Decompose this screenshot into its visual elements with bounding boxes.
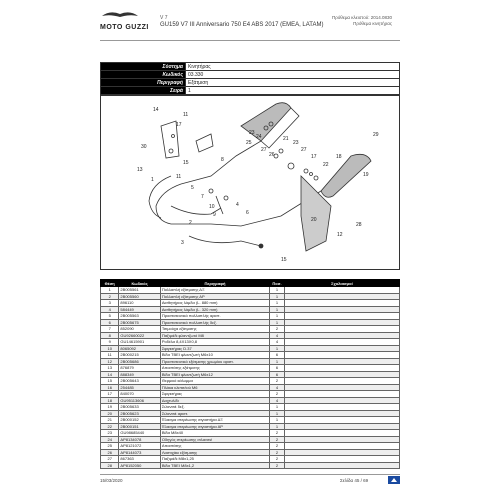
- callout-label: 11: [183, 112, 189, 118]
- info-label: Σύστημα: [101, 63, 186, 71]
- cell-pos: 16: [101, 384, 119, 391]
- info-row: [101, 87, 400, 95]
- callout-label: 19: [363, 172, 369, 178]
- info-label: Σειρά: [101, 87, 186, 95]
- cell-code: 852090: [119, 326, 160, 333]
- col-header-code: Κωδικός: [119, 280, 160, 287]
- cell-qty: 1: [270, 417, 285, 424]
- callout-label: 29: [373, 132, 379, 138]
- cell-desc: Αισθητήρας λάμδα (L. 320 mm): [160, 306, 269, 313]
- exploded-parts-diagram: [100, 95, 400, 270]
- callout-label: 27: [301, 147, 307, 153]
- cell-code: 2B005686: [119, 358, 160, 365]
- cell-pos: 4: [101, 306, 119, 313]
- exhaust-diagram-drawing: [101, 96, 399, 269]
- callout-label: 23: [293, 140, 299, 146]
- callout-label: 28: [356, 222, 362, 228]
- cell-desc: Βίδα TBEI M8x1,2: [160, 462, 269, 469]
- cell-qty: 2: [270, 378, 285, 385]
- moto-guzzi-eagle-logo: [100, 8, 140, 22]
- cell-code: 876879: [119, 365, 160, 372]
- cell-code: GU95113606: [119, 397, 160, 404]
- info-value: Εξάτμιση: [186, 79, 400, 87]
- cell-code: 867363: [119, 456, 160, 463]
- cell-desc: Θερμικό κάλυμμα: [160, 378, 269, 385]
- catalog-info: [332, 15, 392, 27]
- cell-desc: Αισθητήρας λάμδα (L. 880 mm): [160, 300, 269, 307]
- cell-desc: Πολλαπλή εξάτμισης ΑΡ: [160, 293, 269, 300]
- cell-qty: 2: [270, 456, 285, 463]
- callout-label: 11: [176, 174, 182, 180]
- cell-qty: 1: [270, 306, 285, 313]
- cell-qty: 1: [270, 423, 285, 430]
- col-header-desc: Περιγραφή: [160, 280, 269, 287]
- callout-label: 3: [181, 240, 184, 246]
- callout-label: 17: [176, 122, 182, 128]
- model-code: V 7: [160, 15, 168, 21]
- cell-code: 888349: [119, 371, 160, 378]
- cell-pos: 24: [101, 436, 119, 443]
- callout-label: 30: [141, 144, 147, 150]
- cell-qty: 1: [270, 404, 285, 411]
- info-value: 1: [186, 87, 400, 95]
- cell-desc: Προστατευτικό εξάτμισης χρωμίου αριστ.: [160, 358, 269, 365]
- callout-label: 9: [213, 212, 216, 218]
- piaggio-logo-icon: [388, 476, 400, 484]
- cell-code: GU92660022: [119, 332, 160, 339]
- footer-page-number: Σελίδα 45 / 69: [340, 478, 369, 483]
- cell-code: AP8121072: [119, 443, 160, 450]
- cell-qty: 4: [270, 332, 285, 339]
- cell-pos: 20: [101, 410, 119, 417]
- cell-desc: Παξιμάδι φλαντζωτό M8: [160, 332, 269, 339]
- cell-code: 2B000151: [119, 423, 160, 430]
- cell-pos: 1: [101, 287, 119, 294]
- footer-date: 15/03/2020: [100, 478, 123, 483]
- callout-label: 1: [151, 177, 154, 183]
- cell-pos: 17: [101, 391, 119, 398]
- cell-pos: 25: [101, 443, 119, 450]
- cell-pos: 22: [101, 423, 119, 430]
- cell-qty: 2: [270, 436, 285, 443]
- cell-qty: 1: [270, 410, 285, 417]
- cell-pos: 27: [101, 456, 119, 463]
- callout-label: 2: [189, 220, 192, 226]
- cell-qty: 4: [270, 384, 285, 391]
- callout-label: 25: [246, 140, 252, 146]
- callout-label: 24: [256, 134, 262, 140]
- cell-pos: 12: [101, 358, 119, 365]
- callout-label: 18: [336, 154, 342, 160]
- cell-pos: 2: [101, 293, 119, 300]
- callout-label: 27: [261, 147, 267, 153]
- cell-qty: 1: [270, 313, 285, 320]
- cell-code: GU14615901: [119, 339, 160, 346]
- col-header-notes: Σχολιασμοί: [284, 280, 399, 287]
- cell-desc: Προστατευτικό πολλαπλής αριστ.: [160, 313, 269, 320]
- cell-desc: Δαχτυλίδι: [160, 397, 269, 404]
- cell-pos: 14: [101, 371, 119, 378]
- cell-code: 896110: [119, 300, 160, 307]
- page-header: [0, 0, 500, 45]
- cell-pos: 8: [101, 332, 119, 339]
- cell-code: 2B000152: [119, 417, 160, 424]
- info-value: 03.330: [186, 71, 400, 79]
- parts-table: [100, 279, 400, 469]
- cell-code: 840070: [119, 391, 160, 398]
- cell-pos: 18: [101, 397, 119, 404]
- parts-table-body: [101, 287, 400, 469]
- cell-desc: Σιλανσιέ αριστ.: [160, 410, 269, 417]
- callout-label: 20: [311, 217, 317, 223]
- cell-desc: Σφιγκτήρας: [160, 391, 269, 398]
- callout-label: 23: [249, 130, 255, 136]
- catalog-label: Πρόθεμα κλειστού: 2014.0830: [332, 15, 392, 20]
- cell-desc: Πολλαπλή εξάτμισης ΔΞ: [160, 287, 269, 294]
- cell-qty: 1: [270, 345, 285, 352]
- cell-desc: Προστατευτικό πολλαπλής δεξ.: [160, 319, 269, 326]
- model-name: GU159 V7 III Anniversario 750 E4 ABS 2017 (EMEA, LATAM): [160, 22, 324, 28]
- callout-label: 15: [183, 160, 189, 166]
- cell-desc: Λαστιχάκι εξάτμισης: [160, 449, 269, 456]
- cell-pos: 26: [101, 449, 119, 456]
- callout-label: 22: [323, 162, 329, 168]
- col-header-pos: Θέση: [101, 280, 119, 287]
- cell-pos: 21: [101, 417, 119, 424]
- cell-pos: 15: [101, 378, 119, 385]
- callout-label: 12: [337, 232, 343, 238]
- cell-code: 584449: [119, 306, 160, 313]
- cell-qty: 4: [270, 339, 285, 346]
- cell-qty: 1: [270, 287, 285, 294]
- callout-label: 21: [283, 136, 289, 142]
- cell-pos: 10: [101, 345, 119, 352]
- info-value: Κινητήρας: [186, 63, 400, 71]
- cell-code: 2B005563: [119, 313, 160, 320]
- callout-label: 14: [153, 107, 159, 113]
- cell-desc: Ροδέλα 8,4X13X0,8: [160, 339, 269, 346]
- cell-code: 2B005633: [119, 404, 160, 411]
- cell-desc: Έλασμα στερέωσης σιγαστήρα ΑΡ: [160, 423, 269, 430]
- cell-desc: Αποστάτης: [160, 443, 269, 450]
- callout-label: 13: [137, 167, 143, 173]
- cell-desc: Βίδα TBEI φλαντζωτή M6x12: [160, 371, 269, 378]
- cell-code: 2B005675: [119, 319, 160, 326]
- cell-code: 2B005560: [119, 293, 160, 300]
- cell-desc: Σιλανσιέ δεξ.: [160, 404, 269, 411]
- cell-qty: 1: [270, 293, 285, 300]
- callout-label: 8: [221, 157, 224, 163]
- callout-label: 4: [236, 202, 239, 208]
- info-row: [101, 63, 400, 71]
- info-label: Περιγραφή: [101, 79, 186, 87]
- callout-label: 10: [209, 204, 215, 210]
- cell-code: AP8134078: [119, 436, 160, 443]
- cell-qty: 6: [270, 352, 285, 359]
- brand-name: MOTO GUZZI: [100, 24, 149, 31]
- cell-desc: Έλασμα στερέωσης σιγαστήρα ΔΞ: [160, 417, 269, 424]
- info-label: Κωδικός: [101, 71, 186, 79]
- cell-pos: 11: [101, 352, 119, 359]
- cell-code: 2B005643: [119, 378, 160, 385]
- cell-desc: Βίδα TBEI φλαντζωτή M6x10: [160, 352, 269, 359]
- header-divider: [100, 40, 400, 41]
- cell-desc: Αποστάτης εξάτμισης: [160, 365, 269, 372]
- cell-pos: 3: [101, 300, 119, 307]
- cell-code: 2B005623: [119, 410, 160, 417]
- cell-qty: 2: [270, 449, 285, 456]
- cell-pos: 5: [101, 313, 119, 320]
- cell-qty: 1: [270, 300, 285, 307]
- cell-pos: 9: [101, 339, 119, 346]
- col-header-qty: Ποσ.: [270, 280, 285, 287]
- cell-code: 254485: [119, 384, 160, 391]
- cell-desc: Βίδα M8x40: [160, 430, 269, 437]
- cell-pos: 13: [101, 365, 119, 372]
- cell-desc: Πλάκα κλιπσ/ιού M6: [160, 384, 269, 391]
- callout-label: 15: [281, 257, 287, 263]
- cell-desc: Οδηγός στερέωσης σιλανσιέ: [160, 436, 269, 443]
- callout-label: 6: [246, 210, 249, 216]
- cell-qty: 2: [270, 391, 285, 398]
- cell-code: 8065092: [119, 345, 160, 352]
- parts-header-row: [101, 280, 400, 287]
- footer-divider: [100, 474, 400, 475]
- group-info-table: [100, 62, 400, 95]
- cell-qty: 6: [270, 371, 285, 378]
- callout-label: 26: [269, 152, 275, 158]
- cell-desc: Παξιμάδι M8x1,25: [160, 456, 269, 463]
- cell-qty: 2: [270, 443, 285, 450]
- cell-code: 2B000215: [119, 352, 160, 359]
- cell-pos: 7: [101, 326, 119, 333]
- catalog-sub: Πρόθεμα κινητήρας: [353, 21, 392, 26]
- cell-code: AP8152050: [119, 462, 160, 469]
- cell-qty: 6: [270, 365, 285, 372]
- cell-qty: 1: [270, 358, 285, 365]
- cell-pos: 19: [101, 404, 119, 411]
- cell-pos: 6: [101, 319, 119, 326]
- callout-label: 17: [311, 154, 317, 160]
- table-row: [101, 462, 400, 469]
- info-row: [101, 79, 400, 87]
- cell-pos: 28: [101, 462, 119, 469]
- info-row: [101, 71, 400, 79]
- cell-desc: Τσιμούχα εξάτμισης: [160, 326, 269, 333]
- cell-code: GU98685440: [119, 430, 160, 437]
- cell-pos: 23: [101, 430, 119, 437]
- cell-qty: 2: [270, 326, 285, 333]
- cell-notes: [284, 462, 399, 469]
- cell-qty: 4: [270, 397, 285, 404]
- cell-qty: 2: [270, 430, 285, 437]
- cell-desc: Σφιγκτήρας D.37: [160, 345, 269, 352]
- cell-code: AP8144073: [119, 449, 160, 456]
- cell-qty: 2: [270, 462, 285, 469]
- callout-label: 7: [201, 194, 204, 200]
- cell-code: 2B005561: [119, 287, 160, 294]
- cell-qty: 1: [270, 319, 285, 326]
- callout-label: 5: [191, 185, 194, 191]
